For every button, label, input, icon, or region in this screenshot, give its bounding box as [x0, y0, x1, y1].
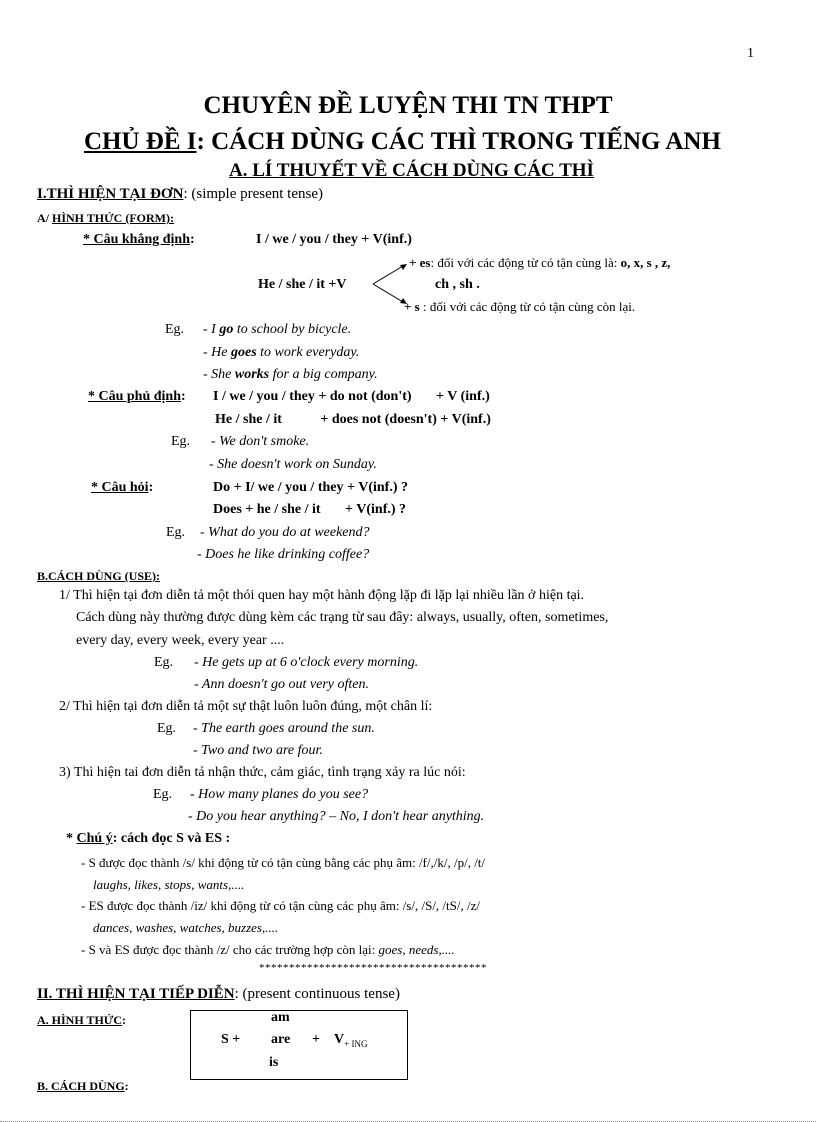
tense1-english: : (simple present tense)	[183, 186, 323, 202]
tense2-form-label	[37, 1013, 126, 1028]
tense2-use-colon: :	[124, 1079, 129, 1093]
note-label	[66, 831, 230, 847]
topic-heading	[84, 128, 721, 156]
es-rule	[409, 255, 670, 271]
ex1-rest: to school by bicycle.	[233, 322, 352, 337]
tense2-form-label-text: A. HÌNH THỨC	[37, 1013, 123, 1027]
negative-formula-1: I / we / you / they + do not (don't) + V (inf.)	[213, 389, 490, 404]
tense2-english: : (present continuous tense)	[234, 986, 400, 1002]
use-1-line-2: Cách dùng này thường được dùng kèm các trạng từ sau đây: always, usually, often, sometimes,	[76, 610, 609, 625]
note-3-text: - S và ES được đọc thành /z/ cho các trường hợp còn lại:	[81, 942, 379, 957]
es-plus: + es	[409, 255, 431, 270]
use-1-line-3: every day, every week, every year ....	[76, 633, 285, 648]
use-1-example-2: - Ann doesn't go out very often.	[194, 677, 369, 692]
box-subject: S +	[221, 1032, 241, 1047]
affirmative-colon: :	[190, 232, 195, 247]
negative-colon: :	[181, 389, 186, 404]
ex3-verb: works	[234, 367, 270, 382]
negative-label	[88, 389, 186, 405]
topic-number: CHỦ ĐỀ I	[84, 128, 197, 155]
note-1-example: laughs, likes, stops, wants,....	[93, 877, 245, 892]
ex2-rest: to work everyday.	[256, 345, 360, 360]
tense1-title: I.THÌ HIỆN TẠI ĐƠN	[37, 186, 184, 202]
form-label-prefix: A/	[37, 211, 52, 225]
question-colon: :	[148, 480, 154, 495]
tense2-form-colon: :	[122, 1013, 127, 1027]
question-example-1: - What do you do at weekend?	[200, 525, 370, 540]
negative-eg-label: Eg.	[171, 434, 191, 449]
tense2-heading	[37, 986, 400, 1003]
box-ing: + ING	[344, 1038, 368, 1049]
ex1-subject: I	[211, 322, 220, 337]
ex3-subject: She	[211, 367, 235, 382]
use-1-eg-label: Eg.	[154, 655, 174, 670]
affirmative-formula-1: I / we / you / they + V(inf.)	[256, 232, 412, 247]
note-star: *	[66, 831, 77, 846]
use-3-example-1: - How many planes do you see?	[190, 787, 369, 802]
es-letters: o, x, s , z,	[620, 255, 671, 270]
box-am: am	[271, 1010, 290, 1025]
box-verb	[334, 1032, 367, 1049]
tense1-heading	[37, 186, 323, 203]
affirmative-label	[83, 232, 195, 248]
section-a-heading: A. LÍ THUYẾT VỀ CÁCH DÙNG CÁC THÌ	[229, 160, 594, 181]
negative-star-label: * Câu phủ định	[88, 389, 182, 404]
note-2: - ES được đọc thành /iz/ khi động từ có tận cùng các phụ âm: /s/, /S/, /tS/, /z/	[81, 898, 480, 913]
affirmative-example-3	[203, 367, 378, 383]
form-label-text: HÌNH THỨC (FORM):	[52, 211, 174, 225]
ex2-subject: He	[211, 345, 231, 360]
affirmative-formula-2: He / she / it +V	[258, 277, 347, 292]
eg-label: Eg.	[165, 322, 185, 337]
question-formula-2: Does + he / she / it + V(inf.) ?	[213, 502, 407, 517]
use-3-eg-label: Eg.	[153, 787, 173, 802]
ex1-dash: -	[203, 322, 212, 337]
box-plus: +	[312, 1032, 320, 1047]
negative-example-2: - She doesn't work on Sunday.	[209, 457, 377, 472]
ex3-rest: for a big company.	[269, 367, 378, 382]
negative-formula-2: He / she / it + does not (doesn't) + V(inf.)	[215, 412, 491, 427]
page-bottom-divider	[0, 1121, 816, 1122]
affirmative-example-2	[203, 345, 359, 361]
note-1: - S được đọc thành /s/ khi động từ có tận cùng bằng các phụ âm: /f/,/k/, /p/, /t/	[81, 855, 486, 870]
use-1-example-1: - He gets up at 6 o'clock every morning.	[194, 655, 419, 670]
topic-title: : CÁCH DÙNG CÁC THÌ TRONG TIẾNG ANH	[196, 128, 721, 155]
question-example-2: - Does he like drinking coffee?	[197, 547, 370, 562]
note-3	[81, 942, 455, 958]
note-3-example: goes, needs,....	[378, 942, 455, 957]
box-v: V	[334, 1032, 345, 1047]
note-title: Chú ý	[76, 831, 113, 846]
s-rule	[404, 299, 635, 315]
ex3-dash: -	[203, 367, 212, 382]
tense2-use-label	[37, 1079, 129, 1094]
use-1-line-1: 1/ Thì hiện tại đơn diễn tả một thói quen hay một hành động lặp đi lặp lại nhiều lần ở hiện tại.	[59, 588, 585, 603]
page-number: 1	[747, 46, 754, 61]
use-2-line-1: 2/ Thì hiện tại đơn diễn tả một sự thật luôn luôn đúng, một chân lí:	[59, 699, 433, 714]
tense2-title: II. THÌ HIỆN TẠI TIẾP DIỄN	[37, 986, 235, 1002]
question-label	[91, 480, 153, 496]
use-3-line-1: 3) Thì hiện tai đơn diễn tả nhận thức, cảm giác, tình trạng xảy ra lúc nói:	[59, 765, 466, 780]
use-2-eg-label: Eg.	[157, 721, 177, 736]
ex2-verb: goes	[231, 345, 257, 360]
use-label: B.CÁCH DÙNG (USE):	[37, 569, 160, 583]
box-are: are	[271, 1032, 291, 1047]
ex2-dash: -	[203, 345, 212, 360]
affirmative-star-label: * Câu khẳng định	[83, 232, 191, 247]
document-title: CHUYÊN ĐỀ LUYỆN THI TN THPT	[203, 92, 613, 119]
form-label	[37, 211, 174, 226]
box-is: is	[269, 1055, 279, 1070]
es-letters-2: ch , sh .	[435, 277, 480, 292]
question-star-label: * Câu hỏi	[91, 480, 149, 495]
separator-stars: **************************************	[259, 962, 487, 974]
note-2-example: dances, washes, watches, buzzes,....	[93, 920, 279, 935]
question-eg-label: Eg.	[166, 525, 186, 540]
ex1-verb: go	[219, 322, 234, 337]
negative-example-1: - We don't smoke.	[211, 434, 310, 449]
use-2-example-1: - The earth goes around the sun.	[193, 721, 375, 736]
s-rule-text: : đối với các động từ có tận cùng còn lại.	[422, 299, 636, 314]
use-3-example-2: - Do you hear anything? – No, I don't hear anything.	[188, 809, 485, 824]
tense2-use-label-text: B. CÁCH DÙNG	[37, 1079, 125, 1093]
use-2-example-2: - Two and two are four.	[193, 743, 323, 758]
s-plus: + s	[404, 299, 420, 314]
es-rule-text: : đối với các động từ có tận cùng là:	[430, 255, 618, 270]
question-formula-1: Do + I/ we / you / they + V(inf.) ?	[213, 480, 408, 495]
affirmative-example-1	[203, 322, 351, 338]
note-title-rest: : cách đọc S và ES :	[112, 831, 231, 846]
